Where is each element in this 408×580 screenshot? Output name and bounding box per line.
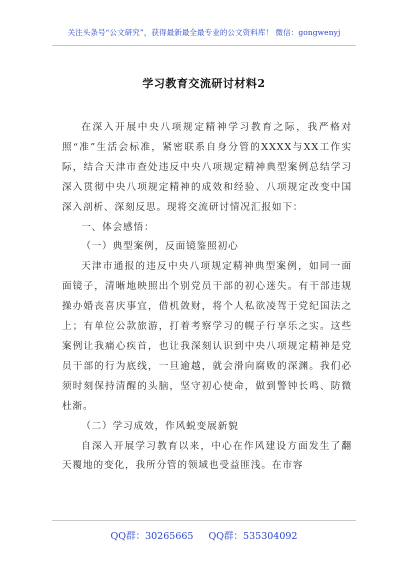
- footer-qq-group-2: QQ群：535304092: [208, 531, 298, 542]
- section-heading: 一、体会感悟：: [81, 221, 155, 233]
- footer-qq-group-1: QQ群：30265665: [110, 531, 194, 542]
- header-divider: [52, 45, 356, 46]
- subsection-heading: （二）学习成效，作风蜕变展新貌: [81, 420, 239, 432]
- body-paragraph: 自深入开展学习教育以来，中心在作风建设方面发生了翻天覆地的变化，我所分管的领域也受益匪浅。在市容: [62, 440, 352, 472]
- subsection-heading: （一）典型案例，反面镜鉴照初心: [81, 241, 239, 253]
- footer: [0, 528, 408, 542]
- document-title: 学习教育交流研讨材料2: [142, 77, 266, 90]
- body-paragraph: 天津市通报的违反中央八项规定精神典型案例，如同一面面镜子，清晰地映照出个别党员干部的初心迷失。有干部违规操办婚丧喜庆事宜，借机敛财，将个人私欲凌驾于党纪国法之上；有单位公款旅游，打着考察学习的幌子行享乐之实。这些案例让我痛心疾首，也让我深刻认识到中央八项规定精神是党员干部的行为底线，一旦逾越，就会滑向腐败的深渊。我们必须时刻保持清醒的头脑，坚守初心使命，做到警钟长鸣、防微杜渐。: [62, 261, 352, 412]
- header-note: 关注头条号“公文研究”，获得最新最全最专业的公文资料库！ 微信：gongwenyj: [67, 28, 341, 37]
- document-body: [62, 118, 352, 476]
- intro-paragraph: 在深入开展中央八项规定精神学习教育之际，我严格对照“准”生活会标准，紧密联系自身分管的XXXX与XX工作实际，结合天津市查处违反中央八项规定精神典型案例总结学习深入贯彻中央八项规定精神的成效和经验、八项规定改变中国深入剖析、深刻反思。现将交流研讨情况汇报如下：: [62, 122, 352, 213]
- footer-divider: [52, 520, 356, 521]
